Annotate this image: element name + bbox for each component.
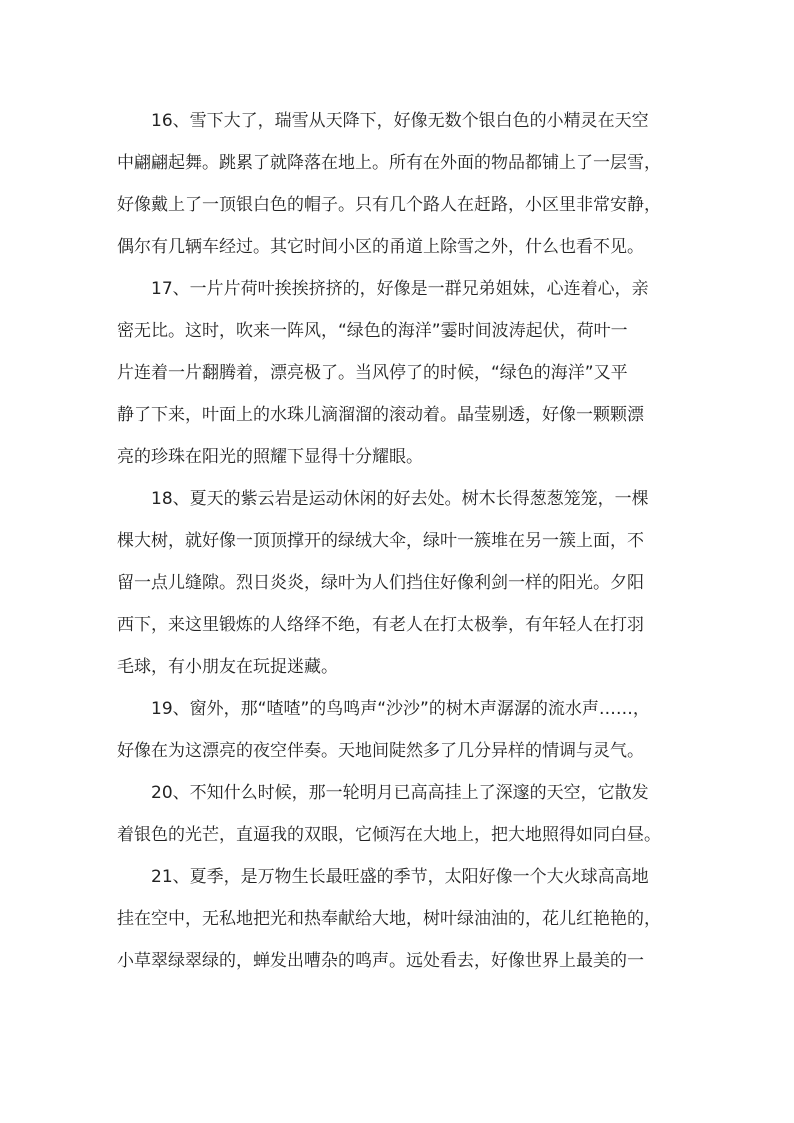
text-line: 留一点儿缝隙。烈日炎炎，绿叶为人们挡住好像利剑一样的阳光。夕阳 (117, 573, 644, 593)
paragraph-20 (117, 772, 677, 856)
text-line: 偶尔有几辆车经过。其它时间小区的甬道上除雪之外，什么也看不见。 (117, 237, 644, 257)
document-page (117, 100, 677, 982)
text-line: 中翩翩起舞。跳累了就降落在地上。所有在外面的物品都铺上了一层雪， (117, 153, 661, 173)
text-line: 好像戴上了一顶银白色的帽子。只有几个路人在赶路，小区里非常安静， (117, 195, 661, 215)
paragraph-16 (117, 100, 677, 268)
text-line: 21、夏季，是万物生长最旺盛的季节，太阳好像一个大火球高高地 (151, 867, 649, 887)
text-line: 密无比。这时，吹来一阵风，“绿色的海洋”霎时间波涛起伏，荷叶一 (117, 321, 628, 341)
text-line: 西下，来这里锻炼的人络绎不绝，有老人在打太极拳，有年轻人在打羽 (117, 615, 644, 635)
text-line: 19、窗外，那“喳喳”的鸟鸣声“沙沙”的树木声潺潺的流水声……， (151, 699, 650, 719)
text-line: 静了下来，叶面上的水珠儿滴溜溜的滚动着。晶莹剔透，好像一颗颗漂 (117, 405, 644, 425)
text-line: 棵大树，就好像一顶顶撑开的绿绒大伞，绿叶一簇堆在另一簇上面，不 (117, 531, 644, 551)
text-line: 亮的珍珠在阳光的照耀下显得十分耀眼。 (117, 447, 423, 467)
text-line: 18、夏天的紫云岩是运动休闲的好去处。树木长得葱葱笼笼，一棵 (151, 489, 649, 509)
paragraph-19 (117, 688, 677, 772)
text-line: 16、雪下大了，瑞雪从天降下，好像无数个银白色的小精灵在天空 (151, 111, 649, 131)
paragraph-17 (117, 268, 677, 478)
text-line: 毛球，有小朋友在玩捉迷藏。 (117, 657, 338, 677)
text-line: 着银色的光芒，直逼我的双眼，它倾泻在大地上，把大地照得如同白昼。 (117, 825, 661, 845)
text-line: 好像在为这漂亮的夜空伴奏。天地间陡然多了几分异样的情调与灵气。 (117, 741, 644, 761)
text-line: 20、不知什么时候，那一轮明月已高高挂上了深邃的天空，它散发 (151, 783, 649, 803)
text-line: 挂在空中，无私地把光和热奉献给大地，树叶绿油油的，花儿红艳艳的， (117, 909, 661, 929)
paragraph-21 (117, 856, 677, 982)
text-line: 小草翠绿翠绿的，蝉发出嘈杂的鸣声。远处看去，好像世界上最美的一 (117, 951, 644, 971)
paragraph-18 (117, 478, 677, 688)
text-line: 17、一片片荷叶挨挨挤挤的，好像是一群兄弟姐妹，心连着心，亲 (151, 279, 649, 299)
text-line: 片连着一片翻腾着，漂亮极了。当风停了的时候，“绿色的海洋”又平 (117, 363, 628, 383)
